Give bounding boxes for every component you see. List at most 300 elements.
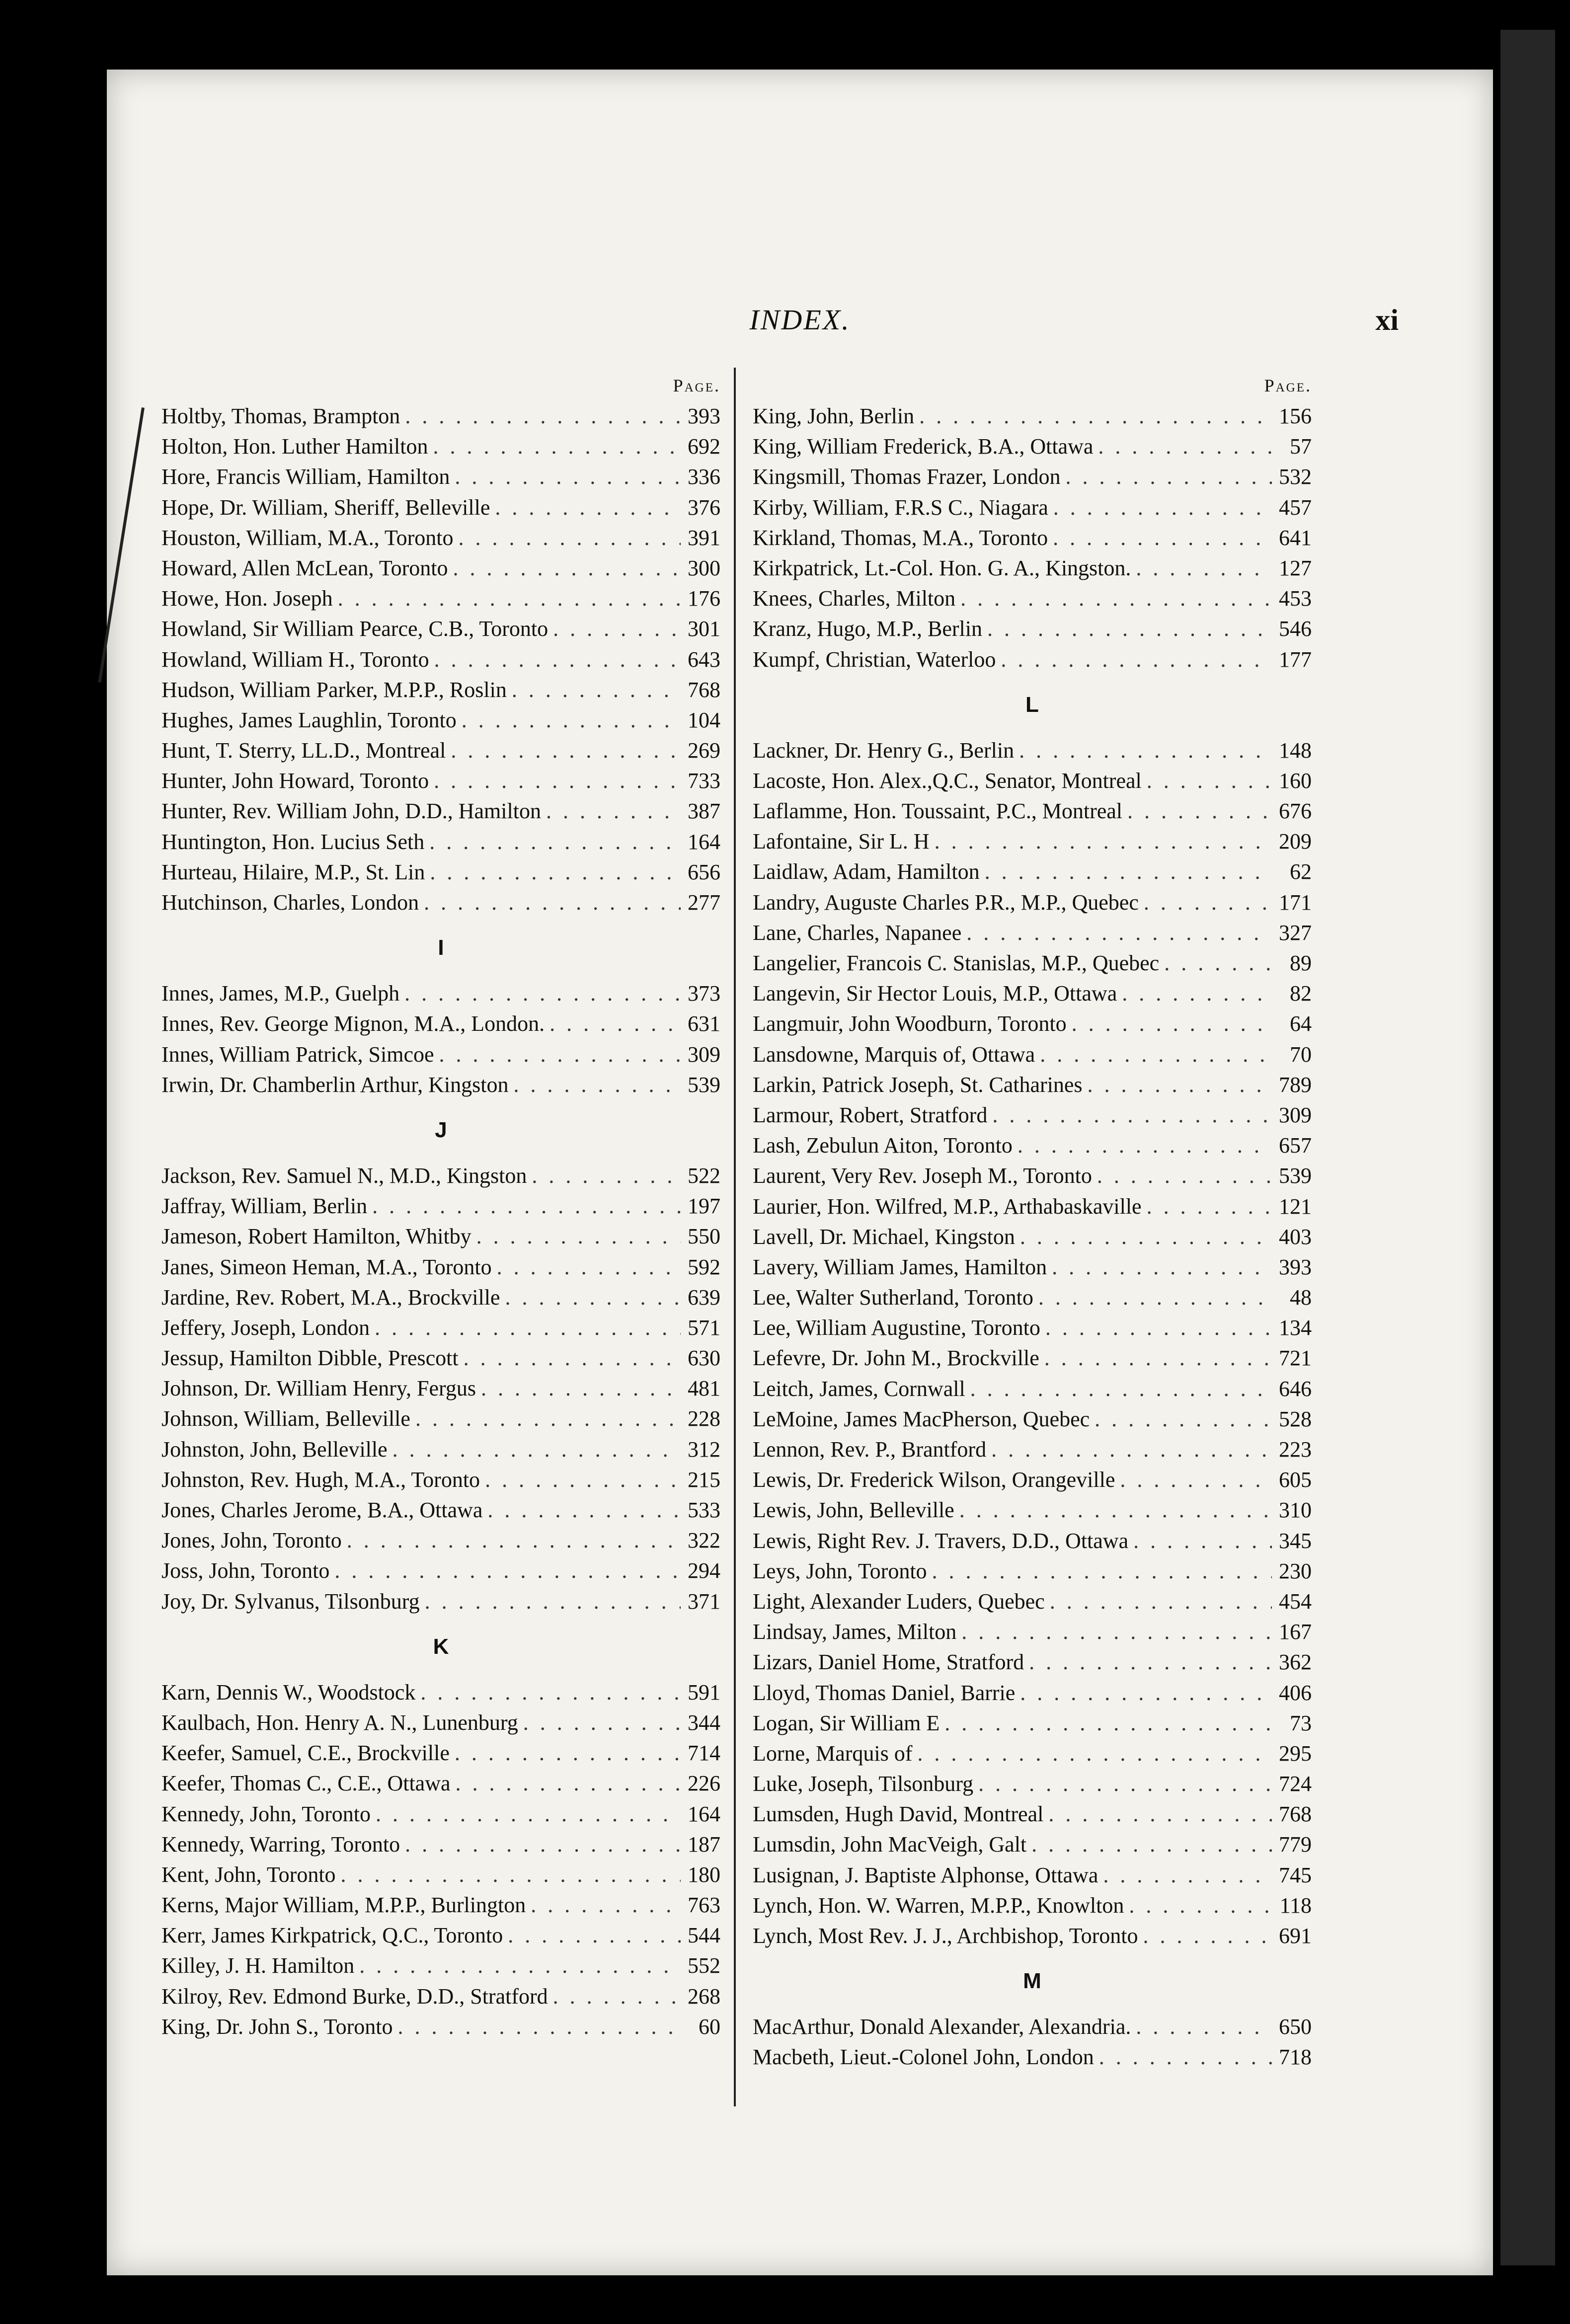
dot-leader xyxy=(485,1465,681,1495)
entry-page-number: 639 xyxy=(688,1285,720,1310)
section-letter: J xyxy=(435,1117,447,1142)
entry-name: Langevin, Sir Hector Louis, M.P., Ottawa xyxy=(753,981,1117,1006)
dot-leader xyxy=(966,918,1272,948)
dot-leader xyxy=(987,614,1272,644)
entry-name: Kirkland, Thomas, M.A., Toronto xyxy=(753,525,1048,550)
entry-page-number: 522 xyxy=(688,1163,720,1188)
index-entry xyxy=(753,1495,1312,1525)
entry-name: Hutchinson, Charles, London xyxy=(161,890,419,915)
dot-leader xyxy=(1144,887,1272,918)
index-entry xyxy=(161,401,720,431)
entry-page-number: 294 xyxy=(688,1558,720,1583)
dot-leader xyxy=(1164,948,1272,978)
dot-leader xyxy=(919,401,1272,431)
dot-leader xyxy=(961,1617,1272,1647)
dot-leader xyxy=(434,766,681,796)
dot-leader xyxy=(456,1768,681,1798)
entry-page-number: 177 xyxy=(1279,647,1312,672)
index-entry xyxy=(161,1586,720,1617)
entry-name: Lackner, Dr. Henry G., Berlin xyxy=(753,738,1015,763)
entry-page-number: 691 xyxy=(1279,1924,1312,1948)
entry-name: Lacoste, Hon. Alex.,Q.C., Senator, Montreal xyxy=(753,768,1142,793)
index-entry xyxy=(161,1738,720,1768)
dot-leader xyxy=(959,1495,1272,1525)
entry-page-number: 322 xyxy=(688,1528,720,1553)
index-entry xyxy=(161,492,720,523)
entry-page-number: 301 xyxy=(688,617,720,641)
entry-name: Innes, William Patrick, Simcoe xyxy=(161,1042,434,1067)
dot-leader xyxy=(451,735,681,766)
entry-page-number: 643 xyxy=(688,647,720,672)
section-letter: L xyxy=(1025,692,1039,717)
entry-name: King, John, Berlin xyxy=(753,404,915,428)
index-entry xyxy=(753,1678,1312,1708)
margin-pencil-mark xyxy=(98,407,145,683)
index-entry xyxy=(161,1252,720,1282)
dot-leader xyxy=(439,1039,681,1070)
entry-page-number: 539 xyxy=(1279,1163,1312,1188)
index-entry xyxy=(161,1981,720,2012)
index-entry xyxy=(161,887,720,918)
index-entry xyxy=(161,857,720,887)
dot-leader xyxy=(487,1495,681,1525)
entry-page-number: 344 xyxy=(688,1710,720,1735)
index-entry xyxy=(161,735,720,766)
dot-leader xyxy=(376,1799,681,1829)
entry-name: Howard, Allen McLean, Toronto xyxy=(161,555,448,580)
index-entry xyxy=(753,1465,1312,1495)
entry-page-number: 403 xyxy=(1279,1224,1312,1249)
entry-page-number: 167 xyxy=(1279,1620,1312,1644)
dot-leader xyxy=(424,887,681,918)
index-entry xyxy=(161,1890,720,1920)
entry-name: Irwin, Dr. Chamberlin Arthur, Kingston xyxy=(161,1072,509,1097)
entry-page-number: 724 xyxy=(1279,1772,1312,1796)
entry-page-number: 481 xyxy=(688,1376,720,1401)
index-entry xyxy=(753,887,1312,918)
entry-name: Kumpf, Christian, Waterloo xyxy=(753,647,996,672)
dot-leader xyxy=(1122,978,1272,1008)
index-entry xyxy=(161,1768,720,1798)
dot-leader xyxy=(392,1434,681,1465)
index-entry xyxy=(753,1860,1312,1890)
dot-leader xyxy=(1133,1526,1272,1556)
entry-page-number: 118 xyxy=(1279,1893,1312,1918)
dot-leader xyxy=(464,1343,681,1373)
index-entry xyxy=(753,1404,1312,1434)
dot-leader xyxy=(1147,766,1272,796)
dot-leader xyxy=(453,553,681,583)
dot-leader xyxy=(1019,735,1272,766)
entry-name: Holtby, Thomas, Brampton xyxy=(161,404,400,428)
entry-name: Laidlaw, Adam, Hamilton xyxy=(753,859,980,884)
index-entry xyxy=(161,1799,720,1829)
entry-page-number: 373 xyxy=(688,981,720,1006)
entry-name: Laurier, Hon. Wilfred, M.P., Arthabaskaville xyxy=(753,1194,1142,1219)
index-entry xyxy=(753,1008,1312,1039)
index-entry xyxy=(753,1769,1312,1799)
index-entry xyxy=(161,1221,720,1251)
dot-leader xyxy=(505,1282,681,1313)
index-entry xyxy=(161,796,720,826)
entry-page-number: 277 xyxy=(688,890,720,915)
dot-leader xyxy=(1001,644,1272,675)
entry-page-number: 393 xyxy=(688,404,720,428)
entry-name: Janes, Simeon Heman, M.A., Toronto xyxy=(161,1254,492,1279)
entry-name: Lumsdin, John MacVeigh, Galt xyxy=(753,1832,1027,1857)
entry-page-number: 309 xyxy=(688,1042,720,1067)
dot-leader xyxy=(1136,553,1272,583)
entry-name: Innes, Rev. George Mignon, M.A., London. xyxy=(161,1011,545,1036)
index-entry xyxy=(161,827,720,857)
page-column-heading: Page. xyxy=(1264,376,1312,395)
entry-page-number: 393 xyxy=(1279,1254,1312,1279)
dot-leader xyxy=(481,1373,681,1403)
dot-leader xyxy=(944,1708,1272,1738)
entry-name: Jessup, Hamilton Dibble, Prescott xyxy=(161,1346,459,1371)
entry-page-number: 230 xyxy=(1279,1558,1312,1583)
entry-name: Hudson, William Parker, M.P.P., Roslin xyxy=(161,677,507,702)
dot-leader xyxy=(1120,1465,1272,1495)
dot-leader xyxy=(1020,1222,1272,1252)
entry-page-number: 676 xyxy=(1279,799,1312,824)
entry-name: Lorne, Marquis of xyxy=(753,1741,913,1766)
dot-leader xyxy=(960,583,1272,614)
index-entry xyxy=(161,675,720,705)
entry-name: Lash, Zebulun Aiton, Toronto xyxy=(753,1133,1013,1158)
entry-page-number: 60 xyxy=(699,2014,720,2039)
dot-leader xyxy=(985,856,1272,887)
entry-page-number: 228 xyxy=(688,1406,720,1431)
index-entry xyxy=(753,1374,1312,1404)
entry-name: Hurteau, Hilaire, M.P., St. Lin xyxy=(161,859,425,884)
entry-name: Jardine, Rev. Robert, M.A., Brockville xyxy=(161,1285,500,1310)
entry-name: LeMoine, James MacPherson, Quebec xyxy=(753,1406,1090,1431)
entry-page-number: 64 xyxy=(1290,1011,1312,1036)
entry-page-number: 48 xyxy=(1290,1285,1312,1310)
entry-name: Luke, Joseph, Tilsonburg xyxy=(753,1772,974,1796)
entry-page-number: 546 xyxy=(1279,617,1312,641)
entry-name: Hope, Dr. William, Sheriff, Belleville xyxy=(161,495,490,520)
entry-page-number: 692 xyxy=(688,434,720,459)
dot-leader xyxy=(991,1434,1272,1465)
entry-name: Kennedy, John, Toronto xyxy=(161,1801,371,1826)
dot-leader xyxy=(455,1738,681,1768)
index-entry xyxy=(753,2012,1312,2042)
entry-name: King, Dr. John S., Toronto xyxy=(161,2014,393,2039)
entry-name: Hunter, Rev. William John, D.D., Hamilton xyxy=(161,799,541,824)
entry-page-number: 197 xyxy=(688,1194,720,1219)
page-number: xi xyxy=(1375,304,1399,336)
dot-leader xyxy=(1147,1191,1272,1222)
dot-leader xyxy=(420,1677,681,1707)
entry-page-number: 376 xyxy=(688,495,720,520)
entry-page-number: 656 xyxy=(688,859,720,884)
entry-name: Lansdowne, Marquis of, Ottawa xyxy=(753,1042,1035,1067)
entry-page-number: 215 xyxy=(688,1467,720,1492)
entry-page-number: 268 xyxy=(688,1984,720,2009)
entry-name: Innes, James, M.P., Guelph xyxy=(161,981,400,1006)
index-entry xyxy=(753,431,1312,462)
entry-name: Lavell, Dr. Michael, Kingston xyxy=(753,1224,1015,1249)
entry-page-number: 646 xyxy=(1279,1376,1312,1401)
entry-name: Laflamme, Hon. Toussaint, P.C., Montreal xyxy=(753,799,1123,824)
index-entry xyxy=(753,1100,1312,1130)
entry-page-number: 127 xyxy=(1279,555,1312,580)
entry-page-number: 70 xyxy=(1290,1042,1312,1067)
entry-page-number: 164 xyxy=(688,1801,720,1826)
index-entry xyxy=(753,735,1312,766)
index-entry xyxy=(161,523,720,553)
dot-leader xyxy=(1045,1313,1272,1343)
entry-page-number: 528 xyxy=(1279,1406,1312,1431)
index-entry xyxy=(753,583,1312,614)
entry-name: Kranz, Hugo, M.P., Berlin xyxy=(753,617,982,641)
index-entry xyxy=(753,918,1312,948)
entry-name: Lynch, Most Rev. J. J., Archbishop, Toronto xyxy=(753,1924,1138,1948)
dot-leader xyxy=(1048,1799,1272,1829)
entry-page-number: 310 xyxy=(1279,1498,1312,1523)
entry-page-number: 391 xyxy=(688,525,720,550)
entry-name: Leitch, James, Cornwall xyxy=(753,1376,965,1401)
index-entry xyxy=(161,705,720,735)
index-entry xyxy=(753,1829,1312,1859)
entry-name: Jameson, Robert Hamilton, Whitby xyxy=(161,1224,471,1249)
entry-page-number: 539 xyxy=(688,1072,720,1097)
entry-page-number: 148 xyxy=(1279,738,1312,763)
index-entry xyxy=(161,1859,720,1890)
entry-name: Lafontaine, Sir L. H xyxy=(753,829,930,854)
index-entry xyxy=(753,553,1312,583)
entry-name: Jaffray, William, Berlin xyxy=(161,1194,368,1219)
entry-page-number: 406 xyxy=(1279,1680,1312,1705)
index-entry xyxy=(161,644,720,675)
dot-leader xyxy=(334,1555,681,1586)
entry-page-number: 718 xyxy=(1279,2045,1312,2070)
dot-leader xyxy=(546,796,681,826)
dot-leader xyxy=(1020,1678,1272,1708)
dot-leader xyxy=(932,1556,1272,1586)
index-entry xyxy=(161,1373,720,1403)
index-entry xyxy=(753,1586,1312,1617)
index-entry xyxy=(161,431,720,462)
dot-leader xyxy=(1072,1008,1272,1039)
section-letter: I xyxy=(438,935,444,960)
entry-name: Light, Alexander Luders, Quebec xyxy=(753,1589,1045,1614)
index-entry xyxy=(753,1161,1312,1191)
index-entry xyxy=(753,826,1312,856)
entry-name: Houston, William, M.A., Toronto xyxy=(161,525,454,550)
dot-leader xyxy=(1040,1039,1272,1070)
index-entry xyxy=(753,644,1312,675)
entry-name: Kilroy, Rev. Edmond Burke, D.D., Stratford xyxy=(161,1984,548,2009)
entry-page-number: 532 xyxy=(1279,465,1312,489)
index-entry xyxy=(161,614,720,644)
column-divider xyxy=(734,368,736,2106)
entry-name: Lumsden, Hugh David, Montreal xyxy=(753,1802,1044,1827)
dot-leader xyxy=(455,462,681,492)
index-entry xyxy=(753,1282,1312,1313)
index-entry xyxy=(161,583,720,614)
entry-name: Jones, Charles Jerome, B.A., Ottawa xyxy=(161,1498,483,1522)
entry-name: Kent, John, Toronto xyxy=(161,1862,336,1887)
dot-leader xyxy=(531,1890,681,1920)
entry-name: Lewis, Dr. Frederick Wilson, Orangeville xyxy=(753,1468,1115,1492)
entry-page-number: 160 xyxy=(1279,768,1312,793)
index-entry xyxy=(161,978,720,1008)
index-entry xyxy=(753,2042,1312,2072)
index-entry xyxy=(753,1617,1312,1647)
dot-leader xyxy=(978,1769,1272,1799)
dot-leader xyxy=(1065,462,1272,492)
index-entry xyxy=(753,1130,1312,1161)
index-entry xyxy=(161,1950,720,1981)
entry-page-number: 345 xyxy=(1279,1528,1312,1553)
dot-leader xyxy=(1099,2042,1272,2072)
index-entry xyxy=(161,766,720,796)
entry-name: Lindsay, James, Milton xyxy=(753,1620,957,1644)
entry-page-number: 73 xyxy=(1290,1710,1312,1735)
entry-name: Keefer, Samuel, C.E., Brockville xyxy=(161,1741,450,1766)
entry-name: Kingsmill, Thomas Frazer, London xyxy=(753,465,1061,489)
dot-leader xyxy=(341,1859,681,1890)
dot-leader xyxy=(1031,1829,1272,1859)
index-entry xyxy=(753,1252,1312,1282)
entry-page-number: 387 xyxy=(688,799,720,824)
entry-name: Holton, Hon. Luther Hamilton xyxy=(161,434,428,459)
index-entry xyxy=(161,1677,720,1707)
entry-name: MacArthur, Donald Alexander, Alexandria. xyxy=(753,2014,1131,2039)
entry-page-number: 171 xyxy=(1279,890,1312,915)
entry-name: Kerns, Major William, M.P.P., Burlington xyxy=(161,1893,526,1918)
entry-page-number: 657 xyxy=(1279,1133,1312,1158)
dot-leader xyxy=(1029,1647,1272,1677)
index-entry xyxy=(161,1434,720,1465)
entry-name: Langmuir, John Woodburn, Toronto xyxy=(753,1011,1067,1036)
entry-name: Logan, Sir William E xyxy=(753,1710,940,1735)
dot-leader xyxy=(1129,1890,1272,1921)
entry-page-number: 62 xyxy=(1290,859,1312,884)
dot-leader xyxy=(1053,492,1272,523)
entry-name: Lee, Walter Sutherland, Toronto xyxy=(753,1285,1033,1310)
running-head: INDEX. xyxy=(749,304,851,336)
left-index-column xyxy=(161,370,720,2042)
index-entry xyxy=(753,523,1312,553)
entry-name: Lusignan, J. Baptiste Alphonse, Ottawa xyxy=(753,1862,1099,1887)
entry-page-number: 121 xyxy=(1279,1194,1312,1219)
entry-name: Lavery, William James, Hamilton xyxy=(753,1254,1047,1279)
entry-page-number: 82 xyxy=(1290,981,1312,1006)
index-entry xyxy=(753,1738,1312,1769)
entry-page-number: 223 xyxy=(1279,1437,1312,1462)
index-entry xyxy=(753,401,1312,431)
entry-page-number: 641 xyxy=(1279,525,1312,550)
entry-page-number: 763 xyxy=(688,1893,720,1918)
index-entry xyxy=(753,1070,1312,1100)
entry-page-number: 552 xyxy=(688,1953,720,1978)
entry-page-number: 630 xyxy=(688,1346,720,1371)
entry-page-number: 371 xyxy=(688,1589,720,1614)
dot-leader xyxy=(429,827,681,857)
dot-leader xyxy=(397,2012,681,2042)
dot-leader xyxy=(430,857,681,887)
entry-name: Jeffery, Joseph, London xyxy=(161,1315,370,1340)
dot-leader xyxy=(497,1252,681,1282)
entry-name: Hore, Francis William, Hamilton xyxy=(161,465,450,489)
index-entry xyxy=(161,1070,720,1100)
entry-page-number: 714 xyxy=(688,1741,720,1766)
dot-leader xyxy=(434,644,681,675)
dot-leader xyxy=(1018,1130,1272,1161)
entry-page-number: 336 xyxy=(688,465,720,489)
entry-page-number: 312 xyxy=(688,1437,720,1462)
index-entry xyxy=(753,614,1312,644)
index-entry xyxy=(753,978,1312,1008)
entry-name: Lloyd, Thomas Daniel, Barrie xyxy=(753,1680,1016,1705)
entry-name: Joss, John, Toronto xyxy=(161,1558,330,1583)
entry-name: Lennon, Rev. P., Brantford xyxy=(753,1437,987,1462)
entry-name: Landry, Auguste Charles P.R., M.P., Quebec xyxy=(753,890,1139,915)
index-entry xyxy=(161,1343,720,1373)
dot-leader xyxy=(992,1100,1272,1130)
page-column-heading: Page. xyxy=(673,376,720,395)
index-entry xyxy=(161,1495,720,1525)
index-entry xyxy=(753,1313,1312,1343)
entry-name: Jackson, Rev. Samuel N., M.D., Kingston xyxy=(161,1163,527,1188)
index-entry xyxy=(161,1191,720,1221)
entry-name: Howe, Hon. Joseph xyxy=(161,586,333,611)
dot-leader xyxy=(550,1008,681,1039)
entry-page-number: 779 xyxy=(1279,1832,1312,1857)
entry-name: Johnston, Rev. Hugh, M.A., Toronto xyxy=(161,1467,480,1492)
entry-name: Lizars, Daniel Home, Stratford xyxy=(753,1650,1024,1675)
index-entry xyxy=(161,1707,720,1738)
index-entry xyxy=(753,1526,1312,1556)
dot-leader xyxy=(1103,1860,1272,1890)
index-entry xyxy=(753,1708,1312,1738)
dot-leader xyxy=(1098,431,1272,462)
index-entry xyxy=(161,1920,720,1950)
entry-name: Killey, J. H. Hamilton xyxy=(161,1953,355,1978)
dot-leader xyxy=(347,1525,681,1555)
book-page xyxy=(107,70,1493,2275)
index-entry xyxy=(753,766,1312,796)
entry-page-number: 295 xyxy=(1279,1741,1312,1766)
entry-page-number: 457 xyxy=(1279,495,1312,520)
index-entry xyxy=(753,492,1312,523)
entry-page-number: 745 xyxy=(1279,1862,1312,1887)
dot-leader xyxy=(359,1950,681,1981)
entry-page-number: 180 xyxy=(688,1862,720,1887)
index-entry xyxy=(753,1434,1312,1465)
index-entry xyxy=(161,553,720,583)
entry-name: Hunt, T. Sterry, LL.D., Montreal xyxy=(161,738,446,763)
dot-leader xyxy=(1143,1921,1272,1951)
dot-leader xyxy=(338,583,681,614)
entry-name: Kaulbach, Hon. Henry A. N., Lunenburg xyxy=(161,1710,518,1735)
entry-page-number: 454 xyxy=(1279,1589,1312,1614)
entry-name: Leys, John, Toronto xyxy=(753,1558,927,1583)
index-entry xyxy=(753,1343,1312,1373)
dot-leader xyxy=(459,523,681,553)
dot-leader xyxy=(462,705,681,735)
entry-page-number: 533 xyxy=(688,1498,720,1522)
dot-leader xyxy=(1038,1282,1272,1313)
entry-page-number: 309 xyxy=(1279,1102,1312,1127)
entry-name: Johnson, Dr. William Henry, Fergus xyxy=(161,1376,476,1401)
entry-page-number: 362 xyxy=(1279,1650,1312,1675)
dot-leader xyxy=(1088,1070,1272,1100)
